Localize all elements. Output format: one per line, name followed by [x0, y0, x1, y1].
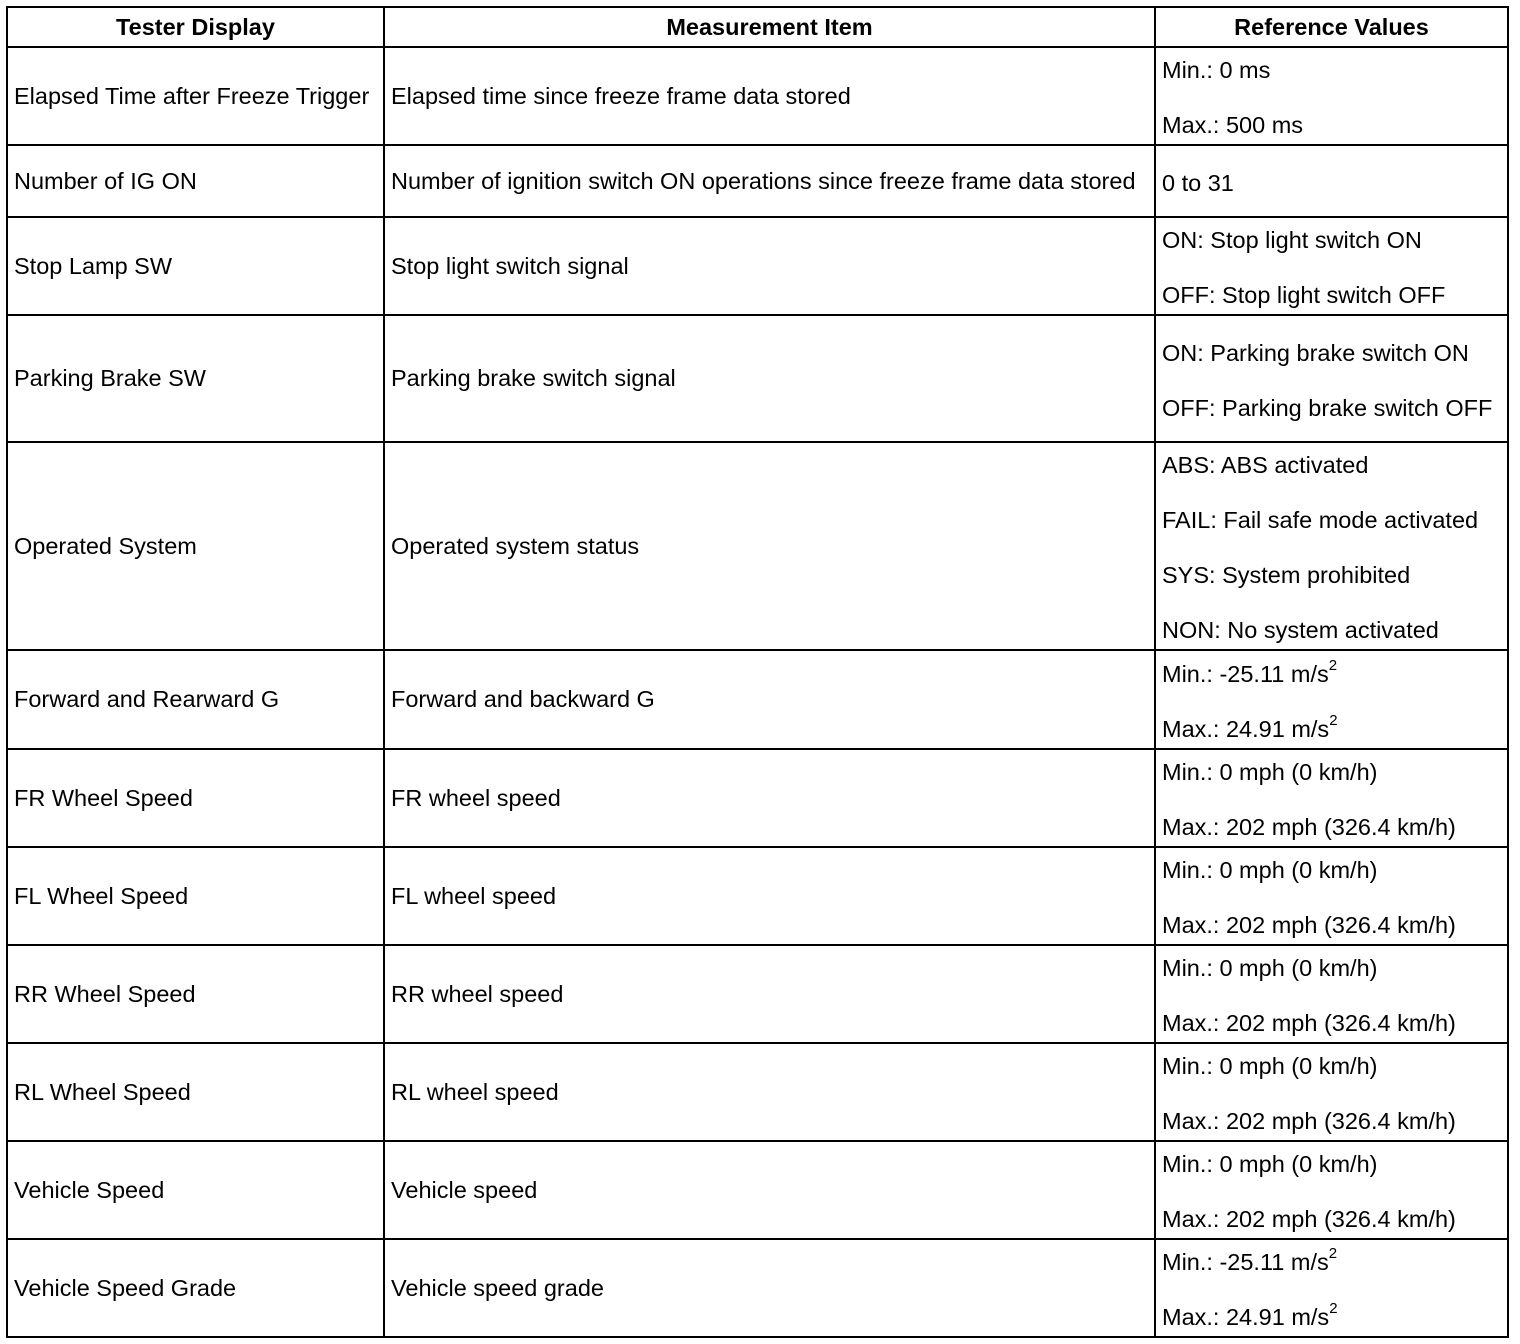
cell-reference-values — [1155, 1239, 1508, 1337]
reference-value-text: FAIL: Fail safe mode activated — [1162, 507, 1479, 533]
cell-measurement-item: Stop light switch signal — [384, 217, 1155, 315]
cell-reference-values — [1155, 145, 1508, 217]
cell-measurement-item: Parking brake switch signal — [384, 315, 1155, 442]
cell-measurement-item: Operated system status — [384, 442, 1155, 650]
reference-value-line — [1162, 1107, 1501, 1136]
reference-value-line — [1162, 656, 1501, 689]
reference-value-line — [1162, 394, 1501, 423]
cell-measurement-item: Elapsed time since freeze frame data stored — [384, 47, 1155, 145]
cell-reference-values — [1155, 1141, 1508, 1239]
reference-value-text: Max.: 500 ms — [1162, 112, 1304, 138]
cell-tester-display: Parking Brake SW — [7, 315, 384, 442]
reference-value-text: ON: Stop light switch ON — [1162, 227, 1422, 253]
reference-value-text: Min.: -25.11 m/s — [1162, 1249, 1329, 1275]
reference-value-text: Min.: 0 mph (0 km/h) — [1162, 1151, 1378, 1177]
header-reference-values: Reference Values — [1155, 7, 1508, 47]
cell-reference-values — [1155, 847, 1508, 945]
cell-reference-values — [1155, 217, 1508, 315]
table-row — [7, 1043, 1508, 1141]
reference-value-line — [1162, 56, 1501, 85]
reference-value-text: OFF: Stop light switch OFF — [1162, 282, 1446, 308]
cell-reference-values — [1155, 442, 1508, 650]
table-row — [7, 1141, 1508, 1239]
cell-tester-display: FL Wheel Speed — [7, 847, 384, 945]
cell-measurement-item: FL wheel speed — [384, 847, 1155, 945]
reference-value-text: 0 to 31 — [1162, 169, 1234, 196]
reference-value-line — [1162, 711, 1501, 744]
reference-value-text: SYS: System prohibited — [1162, 562, 1411, 588]
cell-reference-values — [1155, 650, 1508, 749]
cell-tester-display: Vehicle Speed Grade — [7, 1239, 384, 1337]
cell-tester-display: FR Wheel Speed — [7, 749, 384, 847]
reference-value-line — [1162, 954, 1501, 983]
cell-tester-display: Operated System — [7, 442, 384, 650]
reference-value-line — [1162, 169, 1501, 198]
unit-exponent: 2 — [1329, 1300, 1338, 1318]
table-row — [7, 47, 1508, 145]
header-tester-display: Tester Display — [7, 7, 384, 47]
reference-value-text: Max.: 24.91 m/s — [1162, 715, 1330, 742]
reference-value-line — [1162, 111, 1501, 140]
cell-reference-values — [1155, 749, 1508, 847]
reference-value-line — [1162, 339, 1501, 368]
unit-exponent: 2 — [1328, 656, 1338, 674]
cell-tester-display: RR Wheel Speed — [7, 945, 384, 1043]
reference-value-text: Min.: 0 mph (0 km/h) — [1162, 857, 1378, 883]
reference-value-line — [1162, 616, 1501, 645]
reference-value-text: Min.: 0 mph (0 km/h) — [1162, 759, 1378, 785]
reference-value-line — [1162, 1150, 1501, 1179]
reference-value-line — [1162, 1205, 1501, 1234]
reference-value-line — [1162, 1052, 1501, 1081]
table-body — [7, 47, 1508, 1337]
cell-measurement-item: Vehicle speed — [384, 1141, 1155, 1239]
reference-value-text: Max.: 202 mph (326.4 km/h) — [1162, 1206, 1456, 1232]
table-row — [7, 650, 1508, 749]
reference-value-text: NON: No system activated — [1162, 617, 1439, 643]
reference-value-line — [1162, 506, 1501, 535]
reference-value-line — [1162, 1300, 1501, 1332]
cell-reference-values — [1155, 1043, 1508, 1141]
table-row — [7, 749, 1508, 847]
reference-value-text: ON: Parking brake switch ON — [1162, 339, 1469, 366]
table-header — [7, 7, 1508, 47]
cell-tester-display: RL Wheel Speed — [7, 1043, 384, 1141]
header-row — [7, 7, 1508, 47]
reference-value-line — [1162, 1245, 1501, 1277]
table-row — [7, 145, 1508, 217]
header-measurement-item: Measurement Item — [384, 7, 1155, 47]
table-row — [7, 442, 1508, 650]
reference-value-line — [1162, 226, 1501, 255]
reference-value-text: Min.: 0 ms — [1162, 57, 1271, 83]
reference-value-text: Max.: 202 mph (326.4 km/h) — [1162, 1010, 1456, 1036]
cell-reference-values — [1155, 315, 1508, 442]
reference-value-text: ABS: ABS activated — [1162, 452, 1369, 478]
cell-measurement-item: Vehicle speed grade — [384, 1239, 1155, 1337]
cell-measurement-item: Forward and backward G — [384, 650, 1155, 749]
cell-tester-display: Stop Lamp SW — [7, 217, 384, 315]
reference-value-line — [1162, 813, 1501, 842]
reference-value-line — [1162, 451, 1501, 480]
cell-reference-values — [1155, 945, 1508, 1043]
unit-exponent: 2 — [1329, 711, 1338, 729]
reference-value-line — [1162, 758, 1501, 787]
reference-value-line — [1162, 281, 1501, 310]
cell-measurement-item: Number of ignition switch ON operations since freeze frame data stored — [384, 145, 1155, 217]
table-row — [7, 847, 1508, 945]
cell-tester-display: Elapsed Time after Freeze Trigger — [7, 47, 384, 145]
reference-value-line — [1162, 561, 1501, 590]
reference-value-text: Min.: -25.11 m/s — [1162, 660, 1329, 687]
reference-value-text: Min.: 0 mph (0 km/h) — [1162, 1053, 1378, 1079]
cell-measurement-item: RL wheel speed — [384, 1043, 1155, 1141]
cell-measurement-item: FR wheel speed — [384, 749, 1155, 847]
cell-reference-values — [1155, 47, 1508, 145]
table-row — [7, 217, 1508, 315]
reference-value-text: Max.: 202 mph (326.4 km/h) — [1162, 1108, 1456, 1134]
reference-value-text: Max.: 202 mph (326.4 km/h) — [1162, 912, 1456, 938]
reference-value-line — [1162, 911, 1501, 940]
table-row — [7, 945, 1508, 1043]
reference-values-table — [6, 6, 1509, 1338]
table-row — [7, 1239, 1508, 1337]
reference-value-text: Min.: 0 mph (0 km/h) — [1162, 955, 1378, 981]
cell-tester-display: Number of IG ON — [7, 145, 384, 217]
reference-value-line — [1162, 1009, 1501, 1038]
reference-value-text: Max.: 202 mph (326.4 km/h) — [1162, 814, 1456, 840]
table-row — [7, 315, 1508, 442]
cell-tester-display: Forward and Rearward G — [7, 650, 384, 749]
reference-value-text: OFF: Parking brake switch OFF — [1162, 394, 1493, 421]
reference-value-line — [1162, 856, 1501, 885]
unit-exponent: 2 — [1328, 1245, 1338, 1263]
cell-tester-display: Vehicle Speed — [7, 1141, 384, 1239]
reference-value-text: Max.: 24.91 m/s — [1162, 1304, 1330, 1330]
cell-measurement-item: RR wheel speed — [384, 945, 1155, 1043]
